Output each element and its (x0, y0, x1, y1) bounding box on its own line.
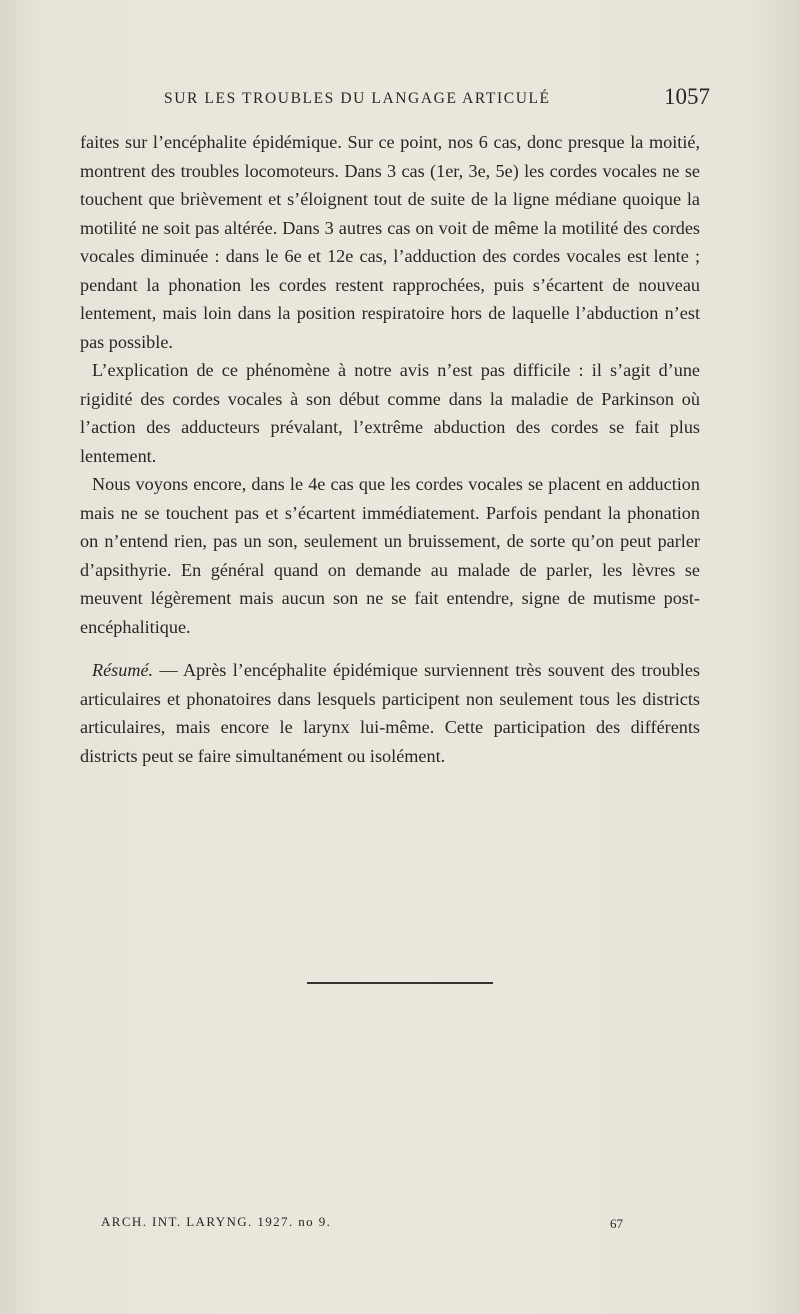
footer (101, 1214, 623, 1238)
page-number: 1057 (664, 84, 710, 109)
running-head (164, 84, 710, 114)
paragraph-2: L’explication de ce phénomène à notre avis n’est pas difficile : il s’agit d’une rigidité des cordes vocales à son début comme dans la maladie de Parkinson où l’action des adducteurs prévalant, l’extrême abduction des cordes se fait plus lentement. (80, 360, 700, 466)
resume-paragraph (80, 656, 700, 770)
body-text (80, 128, 700, 770)
running-title: SUR LES TROUBLES DU LANGAGE ARTICULÉ (164, 90, 551, 107)
journal-reference: ARCH. INT. LARYNG. 1927. no 9. (101, 1214, 332, 1229)
paragraph-1: faites sur l’encéphalite épidémique. Sur ce point, nos 6 cas, donc presque la moitié, montrent des troubles locomoteurs. Dans 3 cas (1er, 3e, 5e) les cordes vocales ne se touchent que brièvement et s’éloignent tout de suite de la ligne médiane quoique la motilité ne soit pas altérée. Dans 3 autres cas on voit de même la motilité des cordes vocales diminuée : dans le 6e et 12e cas, l’adduction des cordes vocales est lente ; pendant la phonation les cordes restent rapprochées, puis s’écartent de nouveau lentement, mais loin dans la position respiratoire hors de laquelle l’abduction n’est pas possible. (80, 132, 700, 352)
paragraph-3: Nous voyons encore, dans le 4e cas que les cordes vocales se placent en adduction mais ne se touchent pas et s’écartent immédiatement. Parfois pendant la phonation on n’entend rien, pas un son, seulement un bruissement, de sorte qu’on peut parler d’apsithyrie. En général quand on demande au malade de parler, les lèvres se meuvent légèrement mais aucun son ne se fait entendre, signe de mutisme post-encéphalitique. (80, 474, 700, 637)
section-separator (307, 982, 493, 984)
signature-mark: 67 (610, 1216, 623, 1231)
resume-label: Résumé. (92, 660, 154, 680)
resume-text: — Après l’encéphalite épidémique surviennent très souvent des troubles articulaires et phonatoires dans lesquels participent non seulement tous les districts articulaires, mais encore le larynx lui-même. Cette participation des différents districts peut se faire simultanément ou isolément. (80, 660, 700, 766)
